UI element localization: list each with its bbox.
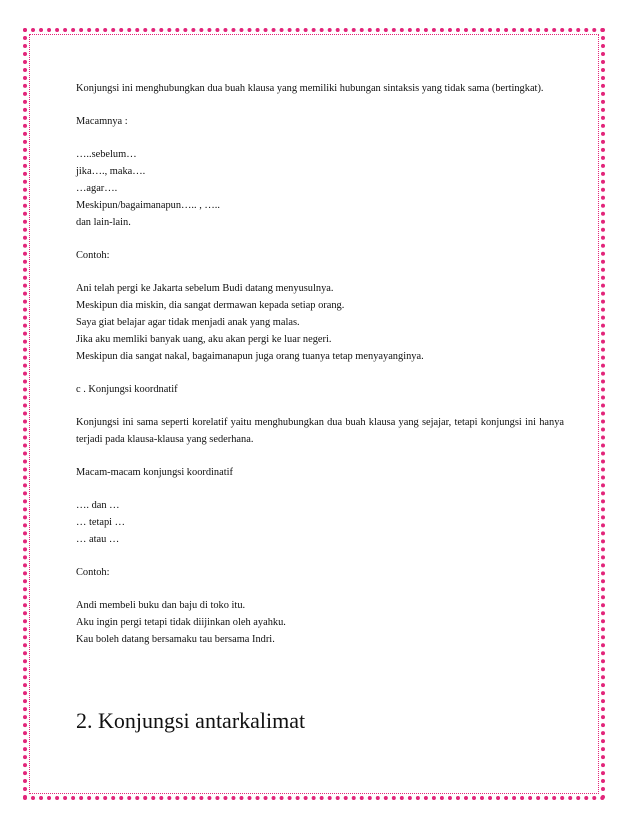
list-item: …agar…. xyxy=(76,183,118,194)
heading-antarkalimat: 2. Konjungsi antarkalimat xyxy=(76,708,306,733)
document-body xyxy=(76,80,564,648)
section-heading-c: c . Konjungsi koordnatif xyxy=(76,384,178,395)
macam-macam-label: Macam-macam konjungsi koordinatif xyxy=(76,467,233,478)
contoh-label: Contoh: xyxy=(76,250,110,261)
paragraph-intro: Konjungsi ini menghubungkan dua buah klausa yang memiliki hubungan sintaksis yang tidak sama (bertingkat). xyxy=(76,83,544,94)
list-item: Meskipun dia sangat nakal, bagaimanapun juga orang tuanya tetap menyayanginya. xyxy=(76,351,424,362)
list-item: Meskipun dia miskin, dia sangat dermawan kepada setiap orang. xyxy=(76,300,345,311)
contoh-list-2 xyxy=(76,597,564,648)
contoh-label-2: Contoh: xyxy=(76,567,110,578)
list-item: Saya giat belajar agar tidak menjadi anak yang malas. xyxy=(76,317,300,328)
list-item: … atau … xyxy=(76,534,120,545)
list-item: Aku ingin pergi tetapi tidak diijinkan oleh ayahku. xyxy=(76,617,286,628)
list-item: Andi membeli buku dan baju di toko itu. xyxy=(76,600,246,611)
list-item: dan lain-lain. xyxy=(76,217,131,228)
paragraph-koordinatif: Konjungsi ini sama seperti korelatif yaitu menghubungkan dua buah klausa yang sejajar, tetapi konjungsi ini hanya terjadi pada klausa-klausa yang sederhana. xyxy=(76,417,564,445)
list-item: Jika aku memliki banyak uang, aku akan pergi ke luar negeri. xyxy=(76,334,332,345)
koordinatif-list xyxy=(76,497,564,548)
list-item: … tetapi … xyxy=(76,517,126,528)
list-item: Meskipun/bagaimanapun….. , ….. xyxy=(76,200,221,211)
macamnya-label: Macamnya : xyxy=(76,116,128,127)
contoh-list xyxy=(76,280,564,365)
list-item: Ani telah pergi ke Jakarta sebelum Budi datang menyusulnya. xyxy=(76,283,334,294)
macamnya-list xyxy=(76,146,564,231)
list-item: Kau boleh datang bersamaku tau bersama Indri. xyxy=(76,634,275,645)
list-item: …. dan … xyxy=(76,500,120,511)
list-item: …..sebelum… xyxy=(76,149,137,160)
list-item: jika…., maka…. xyxy=(76,166,146,177)
